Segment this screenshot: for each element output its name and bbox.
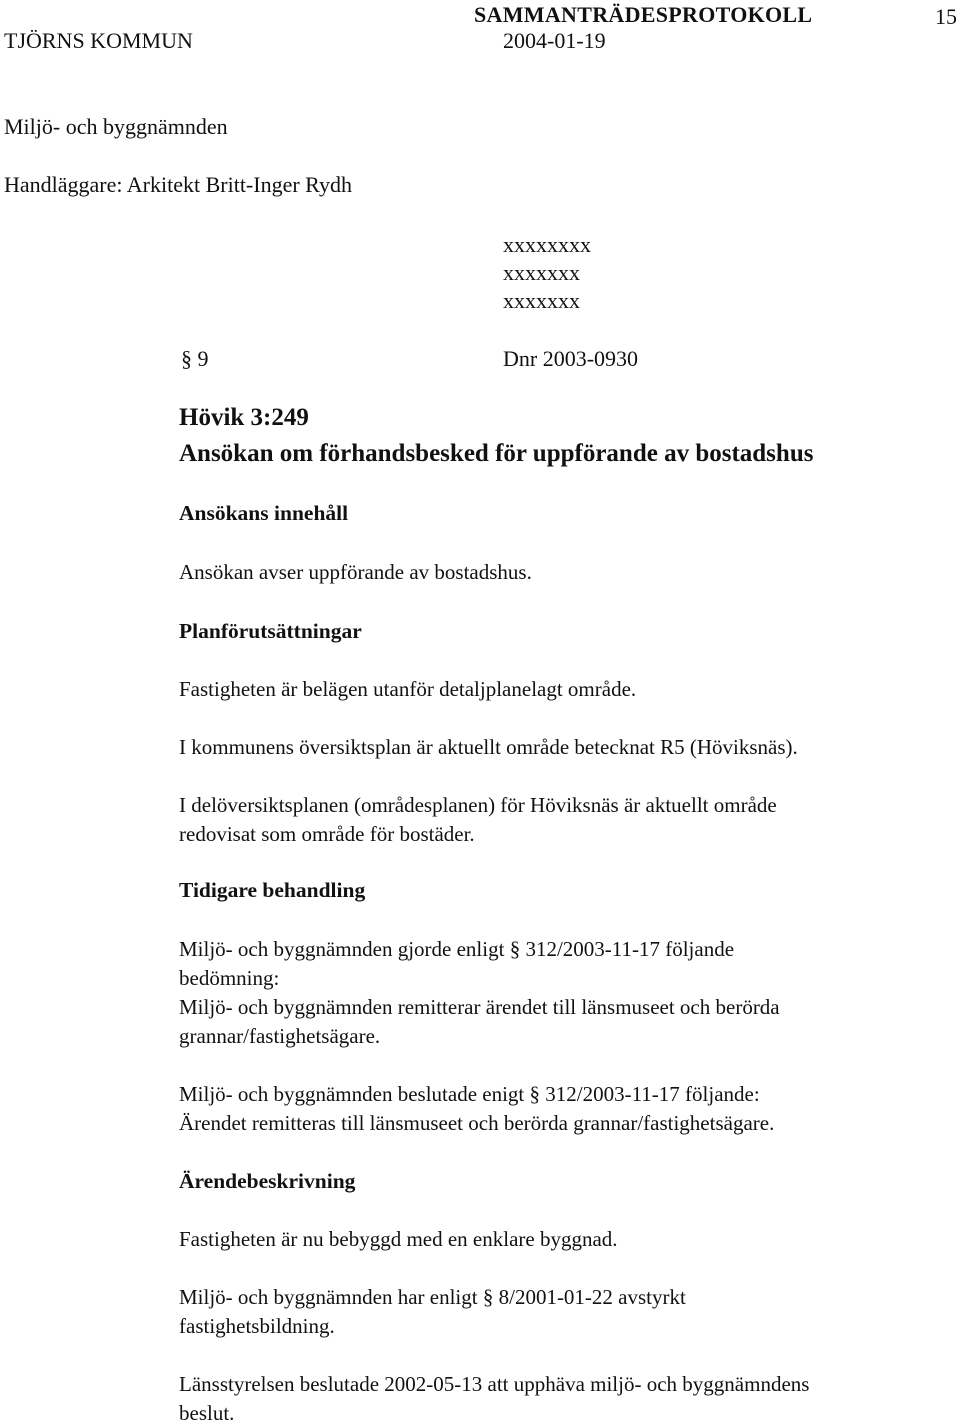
case-handler: Handläggare: Arkitekt Britt-Inger Rydh	[4, 172, 352, 197]
doc-type: SAMMANTRÄDESPROTOKOLL	[474, 2, 813, 27]
case-title: Ansökan om förhandsbesked för uppförande av bostadshus	[179, 440, 814, 467]
property-designation: Hövik 3:249	[179, 404, 309, 431]
paragraph-number: § 9	[181, 346, 209, 371]
page-number: 15	[935, 4, 957, 29]
committee-name: Miljö- och byggnämnden	[4, 114, 228, 139]
paragraph: fastighetsbildning.	[179, 1314, 335, 1338]
paragraph: redovisat som område för bostäder.	[179, 822, 475, 846]
paragraph: Ansökan avser uppförande av bostadshus.	[179, 560, 532, 584]
paragraph: Miljö- och byggnämnden gjorde enligt § 312/2003-11-17 följande	[179, 937, 735, 961]
paragraph: Ärendet remitteras till länsmuseet och berörda grannar/fastighetsägare.	[179, 1111, 775, 1135]
section-heading-plan: Planförutsättningar	[179, 619, 362, 643]
section-heading-previous: Tidigare behandling	[179, 878, 366, 902]
case-number: Dnr 2003-0930	[503, 346, 639, 371]
section-heading-application: Ansökans innehåll	[179, 501, 349, 525]
paragraph: Miljö- och byggnämnden beslutade enigt § 312/2003-11-17 följande:	[179, 1082, 760, 1106]
municipality: TJÖRNS KOMMUN	[4, 28, 193, 53]
paragraph: I delöversiktsplanen (områdesplanen) för Höviksnäs är aktuellt område	[179, 793, 777, 817]
paragraph: Miljö- och byggnämnden har enligt § 8/2001-01-22 avstyrkt	[179, 1285, 686, 1309]
paragraph: beslut.	[179, 1401, 235, 1425]
paragraph: Länsstyrelsen beslutade 2002-05-13 att upphäva miljö- och byggnämndens	[179, 1372, 810, 1396]
section-heading-description: Ärendebeskrivning	[179, 1169, 356, 1193]
recipient-line: xxxxxxxx	[503, 232, 591, 257]
paragraph: bedömning:	[179, 966, 280, 990]
paragraph: grannar/fastighetsägare.	[179, 1024, 381, 1048]
recipient-line: xxxxxxx	[503, 260, 580, 285]
recipient-line: xxxxxxx	[503, 288, 580, 313]
paragraph: Miljö- och byggnämnden remitterar ärendet till länsmuseet och berörda	[179, 995, 780, 1019]
paragraph: I kommunens översiktsplan är aktuellt område betecknat R5 (Höviksnäs).	[179, 735, 798, 759]
paragraph: Fastigheten är belägen utanför detaljplanelagt område.	[179, 677, 637, 701]
meeting-date: 2004-01-19	[503, 28, 606, 53]
paragraph: Fastigheten är nu bebyggd med en enklare byggnad.	[179, 1227, 618, 1251]
